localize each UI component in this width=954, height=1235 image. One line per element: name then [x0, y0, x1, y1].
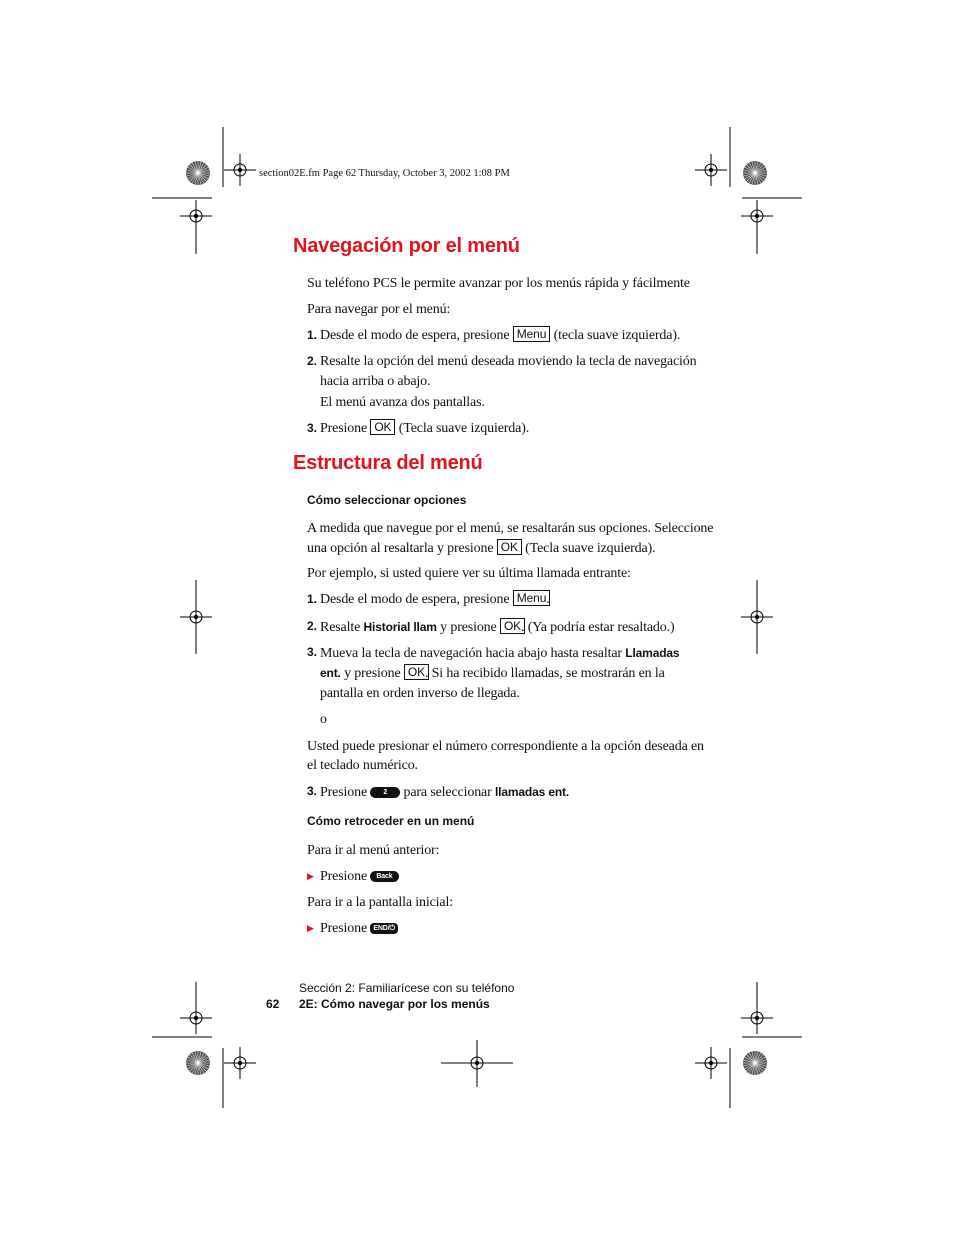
section-title-estructura: Estructura del menú — [293, 452, 483, 474]
step-1 — [0, 326, 954, 346]
menu-option-label: ent. — [320, 666, 341, 680]
bullet-end: ▶ Presione END/⏻. — [307, 921, 398, 936]
menu-option-label: llamadas ent. — [495, 785, 570, 799]
step-number: 1. — [307, 328, 318, 342]
paragraph: A medida que navegue por el menú, se resaltarán sus opciones. Seleccione — [307, 521, 714, 536]
paragraph: Para ir al menú anterior: — [307, 843, 440, 858]
back-key-icon: Back — [370, 871, 398, 882]
example-step-3: 3. Mueva la tecla de navegación hacia abajo hasta resaltar Llamadas ent. y presione OK. Si ha recibido llamadas, se mostrarán en la pantalla en orden inverso de llegada. — [0, 643, 954, 707]
step-text: (Tecla suave izquierda). — [398, 421, 530, 436]
paragraph: Para ir a la pantalla inicial: — [307, 895, 453, 910]
footer-chapter: 2E: Cómo navegar por los menús — [299, 997, 490, 1011]
step-number: 3. — [307, 645, 318, 659]
step-text: pantalla en orden inverso de llegada. — [320, 686, 520, 701]
ok-key: OK — [500, 618, 525, 634]
example-step-3b: 3. Presione 2 para seleccionar llamadas ent. — [307, 784, 570, 800]
bullet-arrow-icon: ▶ — [307, 871, 314, 881]
lead-paragraph: Para navegar por el menú: — [307, 302, 451, 317]
step-number: 1. — [307, 592, 318, 606]
step-number: 2. — [307, 619, 318, 633]
menu-key: Menu — [513, 590, 550, 606]
or-text: o — [320, 712, 327, 727]
end-key-icon: END/⏻ — [370, 923, 398, 934]
paragraph: el teclado numérico. — [307, 758, 418, 773]
paragraph: una opción al resaltarla y presione OK (Tecla suave izquierda). — [307, 540, 656, 556]
example-step-2: 2. Resalte Historial llam y presione OK. (Ya podría estar resaltado.) — [307, 619, 675, 635]
paragraph: Por ejemplo, si usted quiere ver su última llamada entrante: — [307, 566, 631, 581]
step-number: 3. — [307, 784, 318, 798]
step-text: El menú avanza dos pantallas. — [320, 395, 485, 410]
ok-key: OK — [404, 664, 429, 680]
step-number: 3. — [307, 421, 318, 435]
bullet-arrow-icon: ▶ — [307, 923, 314, 933]
page-number: 62 — [266, 997, 280, 1011]
subheading-seleccionar: Cómo seleccionar opciones — [307, 493, 467, 507]
step-text: Desde el modo de espera, presione — [320, 328, 510, 343]
step-text: Presione — [320, 421, 368, 436]
footer-section: Sección 2: Familiarícese con su teléfono — [299, 981, 515, 995]
key-2-icon: 2 — [370, 787, 400, 798]
step-2 — [0, 352, 954, 416]
step-number: 2. — [307, 354, 318, 368]
section-title-navegacion: Navegación por el menú — [293, 235, 520, 257]
menu-key: Menu — [513, 326, 550, 342]
bullet-back: ▶ Presione Back . — [307, 869, 398, 884]
subheading-retroceder: Cómo retroceder en un menú — [307, 814, 475, 828]
step-text: hacia arriba o abajo. — [320, 374, 431, 389]
header-slug: section02E.fm Page 62 Thursday, October 3, 2002 1:08 PM — [259, 168, 510, 179]
intro-paragraph: Su teléfono PCS le permite avanzar por los menús rápida y fácilmente — [307, 276, 690, 291]
step-3 — [0, 419, 954, 439]
ok-key: OK — [370, 419, 395, 435]
ok-key: OK — [497, 539, 522, 555]
menu-option-label: Llamadas — [625, 646, 680, 660]
step-text: Desde el modo de espera, presione — [320, 592, 510, 607]
example-step-1: 1. Desde el modo de espera, presione Menu. — [307, 591, 550, 607]
paragraph: Usted puede presionar el número correspondiente a la opción deseada en — [307, 739, 704, 754]
step-text: Resalte la opción del menú deseada moviendo la tecla de navegación — [320, 354, 697, 369]
step-text: (tecla suave izquierda). — [553, 328, 681, 343]
menu-option-label: Historial llam — [363, 620, 437, 634]
